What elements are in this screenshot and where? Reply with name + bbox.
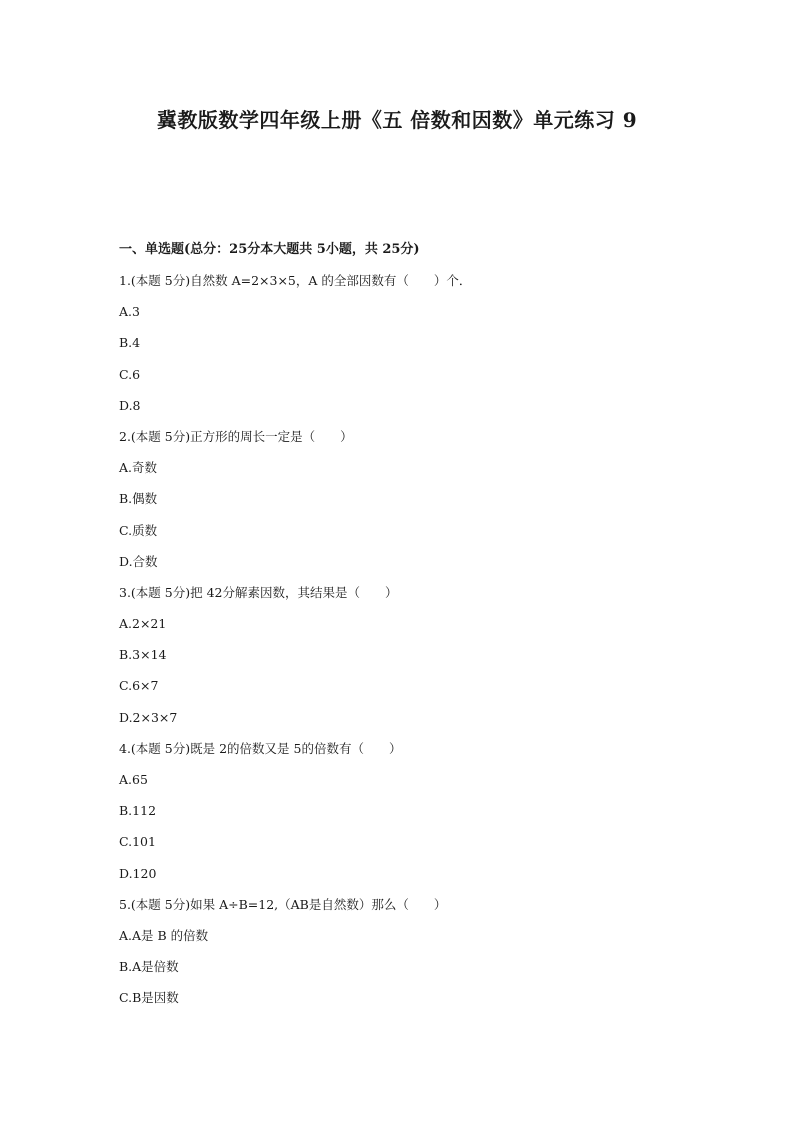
option-2b: B.偶数 xyxy=(119,491,158,507)
option-3c: C.6×7 xyxy=(119,678,159,694)
option-5c: C.B是因数 xyxy=(119,990,179,1006)
option-1b: B.4 xyxy=(119,335,141,351)
option-1c: C.6 xyxy=(119,366,141,382)
option-1d: D.8 xyxy=(119,397,141,413)
question-2: 2.(本题 5分)正方形的周长一定是（ ） xyxy=(119,428,353,444)
option-5b: B.A是倍数 xyxy=(119,959,179,975)
option-2c: C.质数 xyxy=(119,522,158,538)
option-2d: D.合数 xyxy=(119,553,158,569)
option-2a: A.奇数 xyxy=(119,460,158,476)
option-4a: A.65 xyxy=(119,772,148,787)
option-3a: A.2×21 xyxy=(119,616,167,632)
option-3d: D.2×3×7 xyxy=(119,709,178,725)
question-5: 5.(本题 5分)如果 A÷B=12,（AB是自然数）那么（ ） xyxy=(119,896,447,912)
document-title: 冀教版数学四年级上册《五 倍数和因数》单元练习 9 xyxy=(156,108,638,132)
option-3b: B.3×14 xyxy=(119,647,167,663)
question-4: 4.(本题 5分)既是 2的倍数又是 5的倍数有（ ） xyxy=(119,740,402,756)
question-1: 1.(本题 5分)自然数 A=2×3×5，A 的全部因数有（ ）个． xyxy=(119,273,472,288)
option-4b: B.112 xyxy=(119,803,157,819)
option-4c: C.101 xyxy=(119,834,156,850)
option-5a: A.A是 B 的倍数 xyxy=(119,927,209,943)
question-list xyxy=(119,273,719,1022)
question-3: 3.(本题 5分)把 42分解素因数，其结果是（ ） xyxy=(119,584,398,600)
section-heading: 一、单选题(总分：25分本大题共 5小题，共 25分) xyxy=(119,242,420,257)
option-1a: A.3 xyxy=(119,304,140,320)
option-4d: D.120 xyxy=(119,865,157,881)
